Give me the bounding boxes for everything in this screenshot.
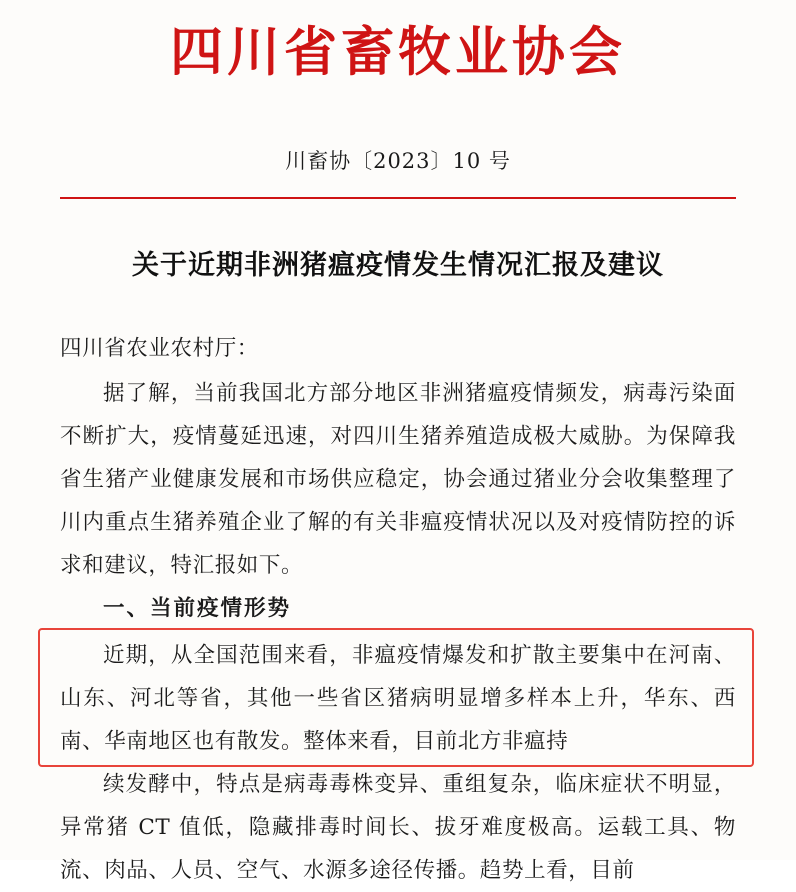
header-red-divider [60,197,736,199]
addressee-line: 四川省农业农村厅： [60,335,259,361]
body-paragraph-1: 据了解，当前我国北方部分地区非洲猪瘟疫情频发，病毒污染面不断扩大，疫情蔓延迅速，对四川生猪养殖造成极大威胁。为保障我省生猪产业健康发展和市场供应稳定，协会通过猪业分会收集整理了川内重点生猪养殖企业了解的有关非瘟疫情状况以及对疫情防控的诉求和建议，特汇报如下。 [60,380,736,578]
organization-title: 四川省畜牧业协会 [170,21,626,83]
section-heading-1: 一、当前疫情形势 [103,595,292,621]
highlighted-paragraph: 近期，从全国范围来看，非瘟疫情爆发和扩散主要集中在河南、山东、河北等省，其他一些省区猪病明显增多样本上升，华东、西南、华南地区也有散发。整体来看，目前北方非瘟持 [60,642,736,754]
document-body [60,327,736,892]
document-title: 关于近期非洲猪瘟疫情发生情况汇报及建议 [132,249,664,281]
document-header [60,0,736,83]
document-number: 川畜协〔2023〕10 号 [285,148,511,173]
continuation-paragraph: 续发酵中，特点是病毒毒株变异、重组复杂，临床症状不明显，异常猪 CT 值低，隐藏排毒时间长、拔牙难度极高。运载工具、物流、肉品、人员、空气、水源多途径传播。趋势上看，目前 [60,771,736,883]
highlighted-region [60,634,736,763]
